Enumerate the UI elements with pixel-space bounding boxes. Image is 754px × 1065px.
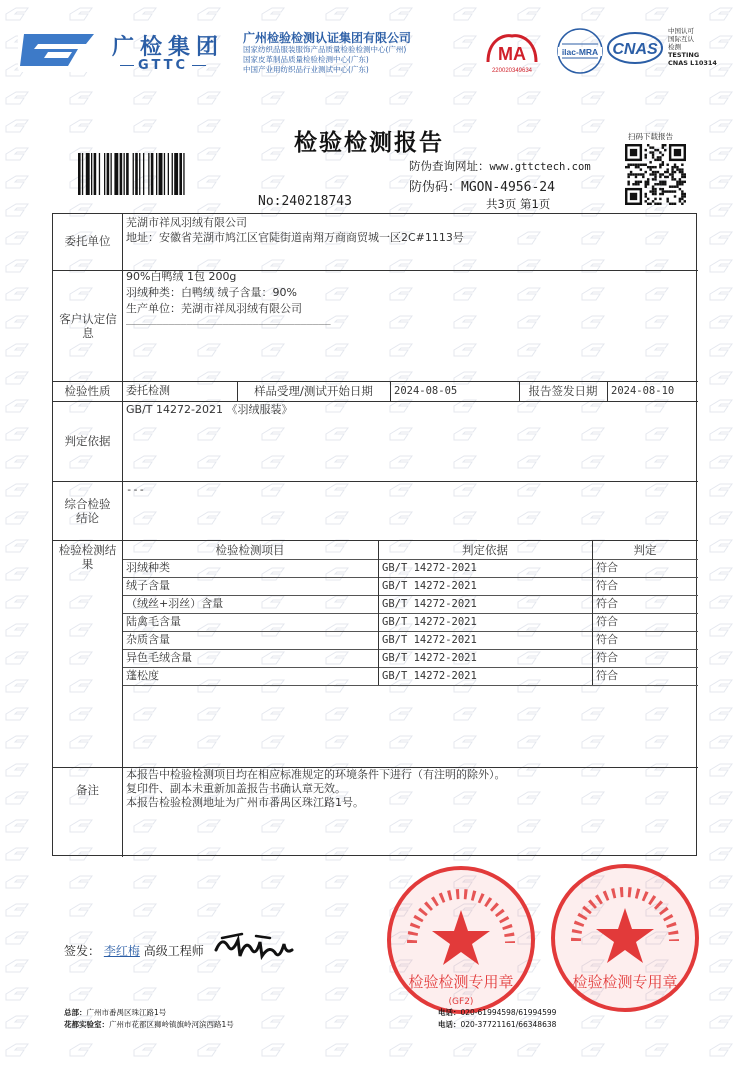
result-verdict: 符合	[596, 615, 618, 628]
client-address: 地址：安徽省芜湖市鸠江区官陡街道南翔万商商贸城一区2C#1113号	[126, 231, 464, 244]
receive-date: 2024-08-05	[394, 385, 458, 397]
svg-text:ilac-MRA: ilac-MRA	[561, 47, 599, 57]
qr-code-icon[interactable]	[625, 144, 686, 205]
footer-tel-1	[438, 1007, 556, 1018]
official-stamp-right	[550, 863, 700, 1013]
remark-label: 备注	[76, 783, 99, 797]
cma-number: 220020349634	[491, 68, 533, 74]
result-verdict: 符合	[596, 561, 618, 574]
signature-label: 签发：	[64, 944, 101, 958]
cnas-line: 国际互认	[668, 35, 694, 43]
sample-label: 客户认定信息	[59, 312, 117, 340]
report-table	[52, 213, 697, 856]
footer-lab-address: 广州市花都区狮岭镇旗岭河滨西路1号	[109, 1020, 234, 1029]
result-verdict: 符合	[596, 669, 618, 682]
result-item: 羽绒种类	[126, 561, 170, 574]
footer-tel-2	[438, 1019, 556, 1030]
result-basis: GB/T 14272-2021	[382, 634, 477, 646]
page-count: 共3页 第1页	[486, 197, 551, 211]
result-item: 陆禽毛含量	[126, 615, 181, 628]
cnas-logo-icon	[606, 30, 664, 66]
result-verdict: 符合	[596, 651, 618, 664]
nature-label: 检验性质	[64, 384, 111, 398]
result-basis: GB/T 14272-2021	[382, 580, 477, 592]
qr-label: 扫码下载报告	[628, 132, 673, 141]
result-item: （绒丝+羽丝）含量	[126, 597, 224, 610]
footer-tel-number: 020-61994598/61994599	[460, 1008, 557, 1017]
basis-value: GB/T 14272-2021 《羽绒服装》	[126, 403, 293, 416]
sub-center-2: 国家皮革制品质量检验检测中心(广东)	[243, 55, 369, 64]
client-label: 委托单位	[64, 234, 111, 248]
footer-lab-label: 花都实验室：	[64, 1020, 109, 1029]
remark-line-2: 复印件、副本未重新加盖报告书确认章无效。	[126, 782, 346, 795]
signer-title: 高级工程师	[143, 944, 204, 958]
brand-abbr: GTTC	[116, 58, 210, 73]
sample-line-3: 生产单位：芜湖市祥凤羽绒有限公司	[126, 302, 302, 315]
signer-name: 李红梅	[103, 944, 140, 958]
official-stamp-left	[386, 865, 536, 1015]
result-header-basis: 判定依据	[462, 543, 508, 557]
cnas-line: 检测	[668, 43, 681, 51]
result-verdict: 符合	[596, 633, 618, 646]
anti-fake-label: 防伪码：	[409, 180, 462, 195]
result-header-item: 检验检测项目	[215, 543, 285, 557]
footer-hq	[64, 1007, 166, 1018]
footer-hq-address: 广州市番禺区珠江路1号	[86, 1008, 167, 1017]
cnas-info	[668, 27, 717, 67]
client-name: 芜湖市祥凤羽绒有限公司	[126, 216, 247, 229]
result-label: 检验检测结果	[58, 543, 117, 571]
anti-fake-line	[409, 176, 555, 195]
gttc-logo-icon	[18, 26, 102, 72]
footer-tel-label: 电话：	[438, 1020, 461, 1029]
signature-row	[64, 942, 204, 959]
receive-date-label: 样品受理/测试开始日期	[254, 384, 373, 398]
query-url[interactable]: www.gttctech.com	[489, 161, 591, 173]
svg-text:MA: MA	[498, 44, 526, 64]
svg-text:CNAS: CNAS	[612, 41, 658, 58]
conclusion-value: ---	[126, 484, 145, 496]
stamp-right-text: 检验检测专用章	[572, 973, 678, 991]
nature-value: 委托检测	[126, 384, 170, 397]
result-item: 绒子含量	[126, 579, 170, 592]
sample-line-2: 羽绒种类：白鸭绒 绒子含量：90%	[126, 286, 297, 299]
ilac-mra-icon	[554, 26, 606, 76]
result-basis: GB/T 14272-2021	[382, 616, 477, 628]
remark-line-3: 本报告检验检测地址为广州市番禺区珠江路1号。	[126, 796, 364, 809]
sub-center-3: 中国产业用纺织品行业测试中心(广东)	[243, 65, 369, 74]
query-label: 防伪查询网址：	[409, 159, 490, 173]
brand-name: 广检集团	[112, 35, 225, 60]
handwritten-signature-icon	[212, 928, 296, 962]
report-title: 检验检测报告	[294, 130, 444, 156]
sample-underline: __________________________________	[126, 314, 331, 325]
result-item: 异色毛绒含量	[126, 651, 192, 664]
stamp-left-code: (GF2)	[448, 997, 474, 1007]
result-basis: GB/T 14272-2021	[382, 562, 477, 574]
result-verdict: 符合	[596, 579, 618, 592]
sample-line-1: 90%白鸭绒 1包 200g	[126, 270, 237, 283]
footer-tel-number: 020-37721161/66348638	[460, 1020, 557, 1029]
anti-fake-code: MGON-4956-24	[461, 180, 555, 195]
result-basis: GB/T 14272-2021	[382, 598, 477, 610]
barcode-icon	[76, 153, 254, 195]
issue-date-label: 报告签发日期	[528, 384, 598, 398]
cma-mark-icon	[484, 30, 540, 74]
sub-center-1: 国家纺织品服装服饰产品质量检验检测中心(广州)	[243, 45, 407, 54]
cnas-line: TESTING	[668, 51, 700, 59]
result-item: 杂质含量	[126, 633, 170, 646]
conclusion-label: 综合检验结论	[64, 497, 111, 525]
stamp-left-text: 检验检测专用章	[408, 973, 514, 991]
footer-hq-label: 总部：	[64, 1008, 87, 1017]
result-basis: GB/T 14272-2021	[382, 652, 477, 664]
footer-lab	[64, 1019, 234, 1030]
result-header-verdict: 判定	[633, 543, 657, 557]
result-verdict: 符合	[596, 597, 618, 610]
query-line	[409, 158, 591, 174]
remark-line-1: 本报告中检验检测项目均在相应标准规定的环境条件下进行（有注明的除外）。	[126, 768, 506, 781]
footer-tel-label: 电话：	[438, 1008, 461, 1017]
basis-label: 判定依据	[64, 434, 111, 448]
cnas-line: CNAS L10314	[668, 59, 717, 67]
issue-date: 2024-08-10	[611, 385, 675, 397]
result-basis: GB/T 14272-2021	[382, 670, 477, 682]
company-name: 广州检验检测认证集团有限公司	[243, 31, 412, 45]
report-number: No:240218743	[258, 194, 352, 209]
cnas-line: 中国认可	[668, 27, 694, 35]
result-item: 蓬松度	[126, 669, 159, 682]
